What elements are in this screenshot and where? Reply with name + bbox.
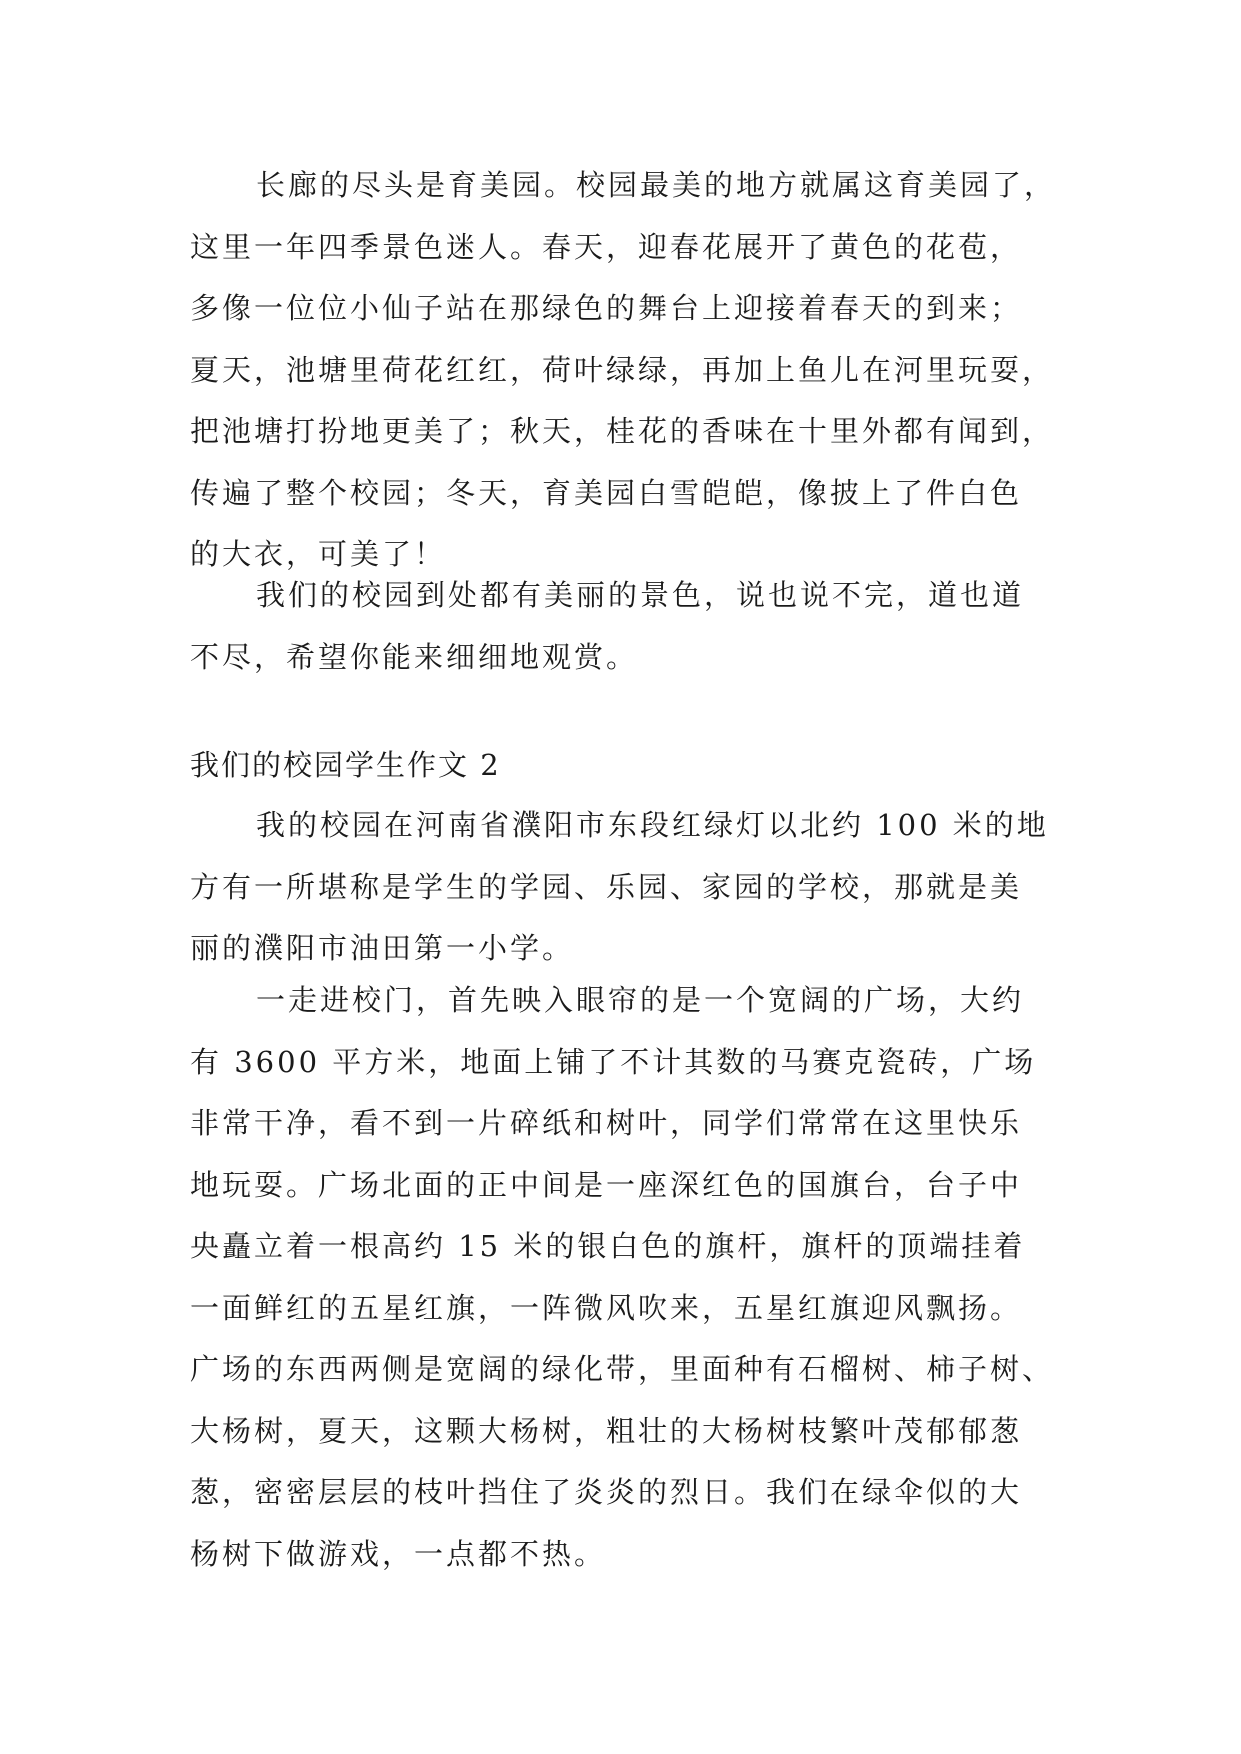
text-line: 我的校园在河南省濮阳市东段红绿灯以北约 100 米的地 [256, 808, 1049, 842]
text-line: 广场的东西两侧是宽阔的绿化带，里面种有石榴树、柿子树、 [190, 1352, 1055, 1386]
text-line: 方有一所堪称是学生的学园、乐园、家园的学校，那就是美 [190, 869, 1023, 904]
paragraph-square [190, 970, 1090, 1585]
text-line: 一走进校门，首先映入眼帘的是一个宽阔的广场，大约 [256, 983, 1025, 1017]
paragraph-conclusion [190, 565, 1090, 688]
text-line: 多像一位位小仙子站在那绿色的舞台上迎接着春天的到来； [190, 291, 1023, 325]
text-line: 一面鲜红的五星红旗，一阵微风吹来，五星红旗迎风飘扬。 [190, 1290, 1023, 1325]
text-line: 有 3600 平方米，地面上铺了不计其数的马赛克瓷砖，广场 [190, 1044, 1037, 1079]
text-line: 的大衣，可美了！ [190, 537, 447, 571]
paragraph-yumeiyuan [190, 155, 1090, 586]
text-line: 非常干净，看不到一片碎纸和树叶，同学们常常在这里快乐 [190, 1106, 1023, 1140]
text-line: 杨树下做游戏，一点都不热。 [190, 1536, 607, 1571]
text-line: 丽的濮阳市油田第一小学。 [190, 931, 575, 965]
text-line: 地玩耍。广场北面的正中间是一座深红色的国旗台，台子中 [190, 1167, 1023, 1202]
text-line: 我们的校园到处都有美丽的景色，说也说不完，道也道 [256, 578, 1025, 612]
text-line: 葱，密密层层的枝叶挡住了炎炎的烈日。我们在绿伞似的大 [190, 1475, 1023, 1509]
text-line: 传遍了整个校园；冬天，育美园白雪皑皑，像披上了件白色 [190, 475, 1023, 510]
text-line: 把池塘打扮地更美了；秋天，桂花的香味在十里外都有闻到， [190, 414, 1055, 448]
text-line: 大杨树，夏天，这颗大杨树，粗壮的大杨树枝繁叶茂郁郁葱 [190, 1413, 1023, 1448]
paragraph-school-location [190, 795, 1090, 980]
text-line: 夏天，池塘里荷花红红，荷叶绿绿，再加上鱼儿在河里玩耍， [190, 352, 1055, 387]
text-line: 央矗立着一根高约 15 米的银白色的旗杆，旗杆的顶端挂着 [190, 1229, 1026, 1263]
text-line: 长廊的尽头是育美园。校园最美的地方就属这育美园了， [256, 168, 1057, 202]
essay-title: 我们的校园学生作文 2 [190, 748, 501, 782]
text-line: 不尽，希望你能来细细地观赏。 [190, 639, 639, 674]
text-line: 这里一年四季景色迷人。春天，迎春花展开了黄色的花苞， [190, 229, 1023, 264]
